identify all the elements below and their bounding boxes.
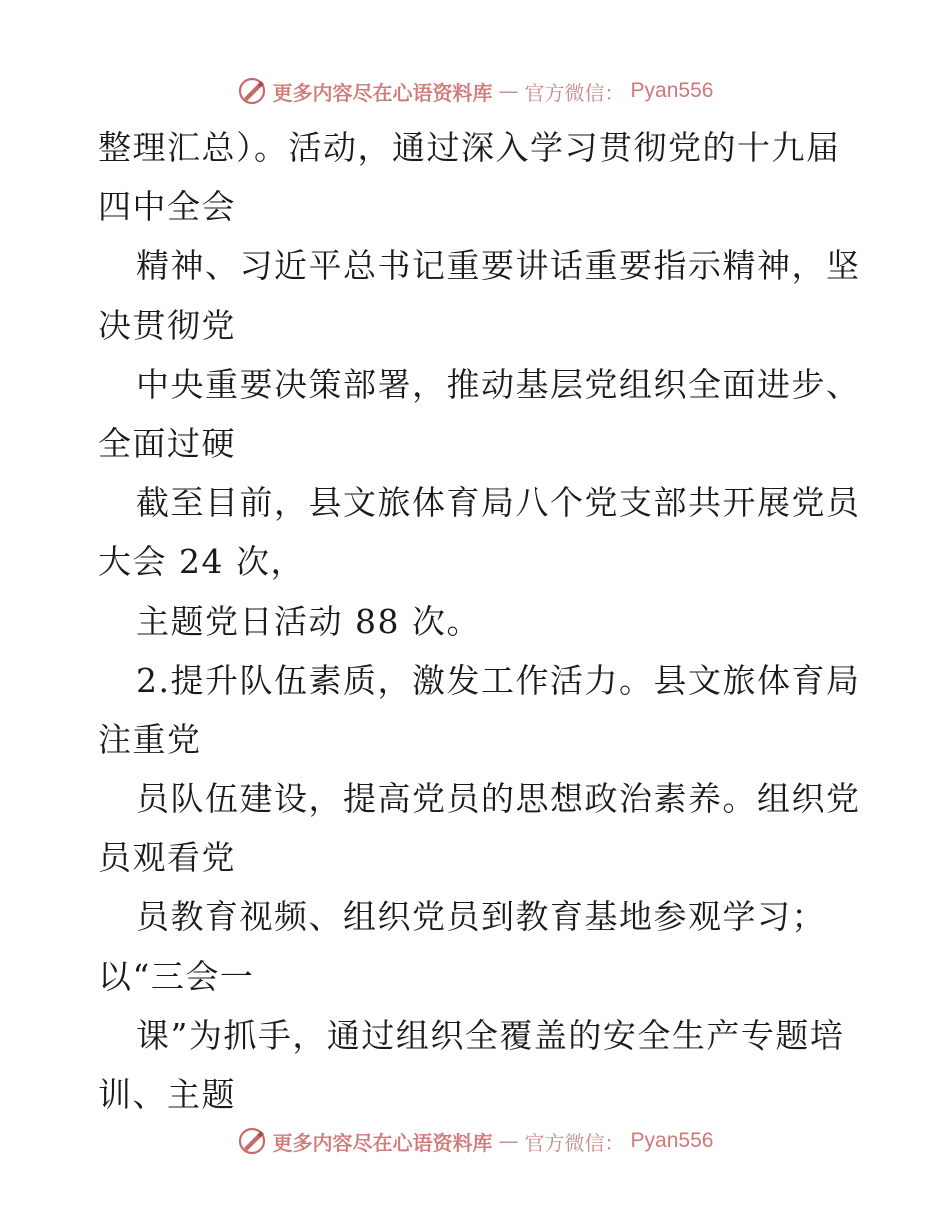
text-line: 主题党日活动 88 次。 — [136, 601, 481, 641]
pen-logo-icon — [237, 1126, 267, 1156]
header-watermark — [0, 76, 950, 106]
watermark-wechat-id: Pyan556 — [630, 1129, 714, 1152]
text-line: 员观看党 — [98, 838, 236, 878]
text-line: 决贯彻党 — [98, 305, 236, 345]
pen-logo-icon — [237, 76, 267, 106]
text-line: 课”为抓手，通过组织全覆盖的安全生产专题培 — [136, 1015, 845, 1055]
text-line: 精神、习近平总书记重要讲话重要指示精神，坚 — [136, 246, 861, 286]
text-line: 中央重要决策部署，推动基层党组织全面进步、 — [136, 364, 861, 404]
text-line: 整理汇总）。活动，通过深入学习贯彻党的十九届 — [98, 128, 841, 167]
watermark-official-label: 官方微信： — [524, 1130, 625, 1155]
text-line: 四中全会 — [98, 187, 236, 227]
watermark-dash: — — [498, 79, 519, 103]
text-line: 全面过硬 — [98, 423, 236, 463]
text-line: 员队伍建设，提高党员的思想政治素养。组织党 — [136, 779, 861, 819]
text-line: 员教育视频、组织党员到教育基地参观学习； — [136, 897, 826, 937]
watermark-brand: 更多内容尽在心语资料库 — [272, 80, 493, 105]
footer-watermark — [0, 1126, 950, 1156]
text-line: 注重党 — [98, 719, 202, 759]
watermark-wechat-id: Pyan556 — [630, 79, 714, 102]
watermark-official-label: 官方微信： — [524, 80, 625, 105]
text-line: 大会 24 次， — [98, 542, 305, 582]
text-line: 2.提升队伍素质，激发工作活力。县文旅体育局 — [136, 660, 861, 700]
document-body — [98, 118, 861, 1124]
watermark-brand: 更多内容尽在心语资料库 — [272, 1130, 493, 1155]
text-line: 以“三会一 — [98, 956, 255, 996]
watermark-dash: — — [498, 1129, 519, 1153]
text-line: 训、主题 — [98, 1075, 236, 1114]
text-line: 截至目前，县文旅体育局八个党支部共开展党员 — [136, 483, 861, 523]
